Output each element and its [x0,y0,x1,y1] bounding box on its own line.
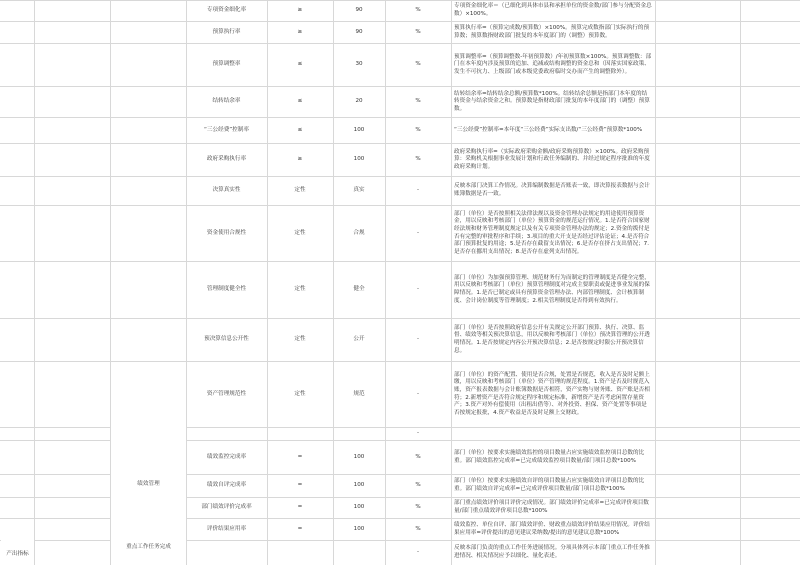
indicator-target: 100 [353,525,365,532]
indicator-attribute: = [297,453,303,460]
indicator-unit: - [416,430,420,437]
indicator-unit: - [416,229,420,236]
description-text: 结转结余率=结转结余总额/预算数*100%。结转结余总额是指部门本年度的结转资金与结余资金之和。预算数是指财政部门批复的本年度部门的（调整）预算数。 [454,90,650,112]
indicator-name: 资金使用合规性 [206,229,247,236]
table-row [0,261,800,318]
description-text: 部门（单位）是否按照相关法律法规以及资金管理办法规定的用途使用预算资金，用以反映和考核部门（单位）预算资金的规范运行情况。1.是否符合国家财经法规和财务管理制度规定以及有关专项资金管理办法的规定；2.资金的拨付是否有完整的审批程序和手续；3.项目的重大开支是否经过评估论证；4.是否符合部门预算批复的用途；5.是否存在截留支出情况；6.是否存在挤占支出情况；7.是否存在挪用支出情况；8.是否存在虚列支出情况。 [454,210,650,255]
indicator-description [451,118,655,143]
indicator-attribute: ≤ [297,126,303,133]
description-text: 部门（单位）是否按照政府信息公开有关规定公开部门预算、执行、决算、监督、绩效等相关预决算信息，用以反映和考核部门（单位）预决算管理的公开透明情况。1.是否按规定内容公开预决算信息；2.是否按规定时限公开预决算信息。 [454,324,650,354]
indicator-description [451,22,655,43]
indicator-target: 30 [355,61,363,68]
indicator-name: 管理制度健全性 [206,286,247,293]
indicator-target: 规范 [353,390,365,397]
indicator-target: 100 [353,504,365,511]
indicator-name: 部门绩效评价完成率 [201,504,252,511]
indicator-target [333,541,385,565]
indicator-unit: % [415,504,421,511]
indicator-description [451,177,655,205]
indicator-target: 100 [353,156,365,163]
indicator-unit: % [415,482,421,489]
indicator-target: 20 [355,98,363,105]
indicator-attribute [267,541,333,565]
indicator-description [451,441,655,474]
indicator-attribute: = [297,504,303,511]
indicator-target: 合规 [353,229,365,236]
description-text: 反映本部门负责的重点工作任务进展情况。分项具体列示本部门重点工作任务推进情况、相关情况应予以细化、量化表述。 [454,545,650,559]
table-row [0,117,800,143]
indicator-unit: % [415,28,421,35]
indicator-description [451,206,655,261]
table-row [0,143,800,176]
indicator-description [451,262,655,318]
table-row [0,318,800,361]
indicator-name: 结转结余率 [212,98,241,105]
indicator-unit: - [416,549,420,556]
indicator-attribute: 定性 [294,229,306,236]
key-task-label: 重点工作任务完成 [111,540,186,554]
indicator-unit: % [415,156,421,163]
indicator-attribute: 定性 [294,286,306,293]
indicator-unit: - [416,390,420,397]
indicator-name: 评价结果应用率 [206,525,247,532]
table-row [0,361,800,427]
indicator-description [451,519,655,540]
description-text: 部门重点绩效评价项目评价完成情况。部门绩效评价完成率=已完成评价项目数量/部门重点绩效评价项目总数*100% [454,500,649,514]
indicator-attribute: ≥ [297,7,303,14]
indicator-target: 90 [355,7,363,14]
indicator-name: 绩效自评完成率 [206,482,247,489]
indicator-target: 100 [353,126,365,133]
indicator-target [333,428,385,440]
indicator-attribute: ≥ [297,28,303,35]
indicator-target: 真实 [353,187,365,194]
indicator-target: 健全 [353,286,365,293]
indicator-description [451,498,655,518]
indicator-target: 100 [353,482,365,489]
indicator-name: “三公经费”控制率 [204,126,249,133]
indicator-name: 预算执行率 [212,28,241,35]
indicator-name: 预算调整率 [212,61,241,68]
table-row [0,176,800,205]
indicator-attribute: ≤ [297,98,303,105]
description-text: 预算调整率=（预算调整数-年初预算数）/年初预算数×100%。预算调整数：部门在本年度内涉及预算的追加、追减或结构调整的资金总和（因落实国家政策、发生不可抗力、上级部门或本级党委政府临时交办而产生的调整除外）。 [454,53,652,75]
indicator-attribute [267,428,333,440]
indicator-attribute: ≥ [297,156,303,163]
indicator-unit: % [415,61,421,68]
indicator-name: 预决算信息公开性 [204,336,249,343]
indicator-unit: % [415,98,421,105]
indicator-description [451,428,655,440]
description-text: 政府采购执行率=（实际政府采购金额/政府采购预算数）×100%。政府采购预算：采购机关根据事业发展计划和行政任务编制的、并经过规定程序批准的年度政府采购计划。 [454,148,650,170]
description-text: 反映本部门决算工作情况。决算编制数据是否账表一致，即决算报表数据与会计账簿数据是否一致。 [454,183,650,197]
description-text: 专项资金细化率＝（已细化到具体市县和承担单位的资金数/部门参与分配资金总数）×100%。 [454,3,652,17]
indicator-attribute: = [297,525,303,532]
table-row [0,21,800,43]
indicator-description [451,1,655,21]
indicator-attribute: 定性 [294,336,306,343]
indicator-description [451,319,655,361]
indicator-description [451,144,655,176]
indicator-name [186,541,267,565]
indicator-name: 资产管理规范性 [206,390,247,397]
indicator-attribute: ≤ [297,61,303,68]
indicator-unit: - [416,187,420,194]
indicator-unit: % [415,126,421,133]
indicator-target: 100 [353,453,365,460]
indicator-description [451,44,655,86]
indicator-description [451,475,655,497]
indicator-description [451,362,655,427]
indicator-target: 90 [355,28,363,35]
description-text: “三公经费”控制率=本年度“三公经费”实际支出数/“三公经费”预算数*100% [454,126,643,133]
group-performance-label: 绩效管理 [111,427,186,539]
indicator-unit: % [415,453,421,460]
indicator-unit: % [415,7,421,14]
indicator-name: 绩效监控完成率 [206,453,247,460]
indicator-name: 专项资金细化率 [206,7,247,14]
indicator-attribute: 定性 [294,390,306,397]
group-output-label: 产出指标 [1,540,34,565]
table-row [0,86,800,117]
indicator-unit: - [416,286,420,293]
indicator-description [451,541,655,565]
indicator-name [186,428,267,440]
table-row [0,205,800,261]
table-row [0,0,800,21]
indicator-unit: % [415,525,421,532]
description-text: 绩效监控、单位自评、部门绩效评价、财政重点绩效评价结果应用情况。评价结果应用率=评价提出的意见建议采纳数/提出的意见建议总数*100% [454,521,650,536]
indicator-name: 决算真实性 [212,187,241,194]
description-text: 部门（单位）按要求实施绩效监控的项目数量占应实施绩效监控项目总数的比重。部门绩效监控完成率=已完成绩效监控项目数量/部门项目总数*100% [454,449,645,464]
description-text: 预算执行率=（预算完成数/预算数）×100%。预算完成数指部门实际执行的预算数；预算数指财政部门批复的本年度部门的（调整）预算数。 [454,24,650,39]
indicator-description [451,87,655,117]
description-text: 部门（单位）为加强预算管理、规范财务行为而制定的管理制度是否健全完整，用以反映和考核部门（单位）预算管理制度对完成主要职责或促进事业发展的保障情况。1.是否已制定或具有预算资金管理办法、内部管理制度、会计核算制度、会计岗位制度等管理制度；2.相关管理制度是否得到有效执行。 [454,274,650,304]
description-text: 部门（单位）按要求实施绩效自评的项目数量占应实施绩效自评项目总数的比重。部门绩效自评完成率=已完成评价项目数量/部门项目总数*100% [454,478,645,492]
indicator-unit: - [416,336,420,343]
indicator-attribute: 定性 [294,187,306,194]
description-text: 部门（单位）的资产配置、使用是否合规，处置是否规范，收入是否及时足额上缴，用以反映和考核部门（单位）资产管理的规范程度。1.资产是否及时规范入账，资产报表数据与会计账簿数据是否相符，资产实物与财务账、资产账是否相符；2.新增资产是否符合规定程序和规定标准，新增资产是否考虑闲置存量资产；3.资产对外有偿使用（出租出借等）、对外投资、担保、资产处置等事项是否按规定报批，4.资产收益是否及时足额上交财政。 [454,371,650,416]
indicator-attribute: = [297,482,303,489]
indicator-target: 公开 [353,336,365,343]
indicator-name: 政府采购执行率 [206,156,247,163]
table-row [0,43,800,86]
